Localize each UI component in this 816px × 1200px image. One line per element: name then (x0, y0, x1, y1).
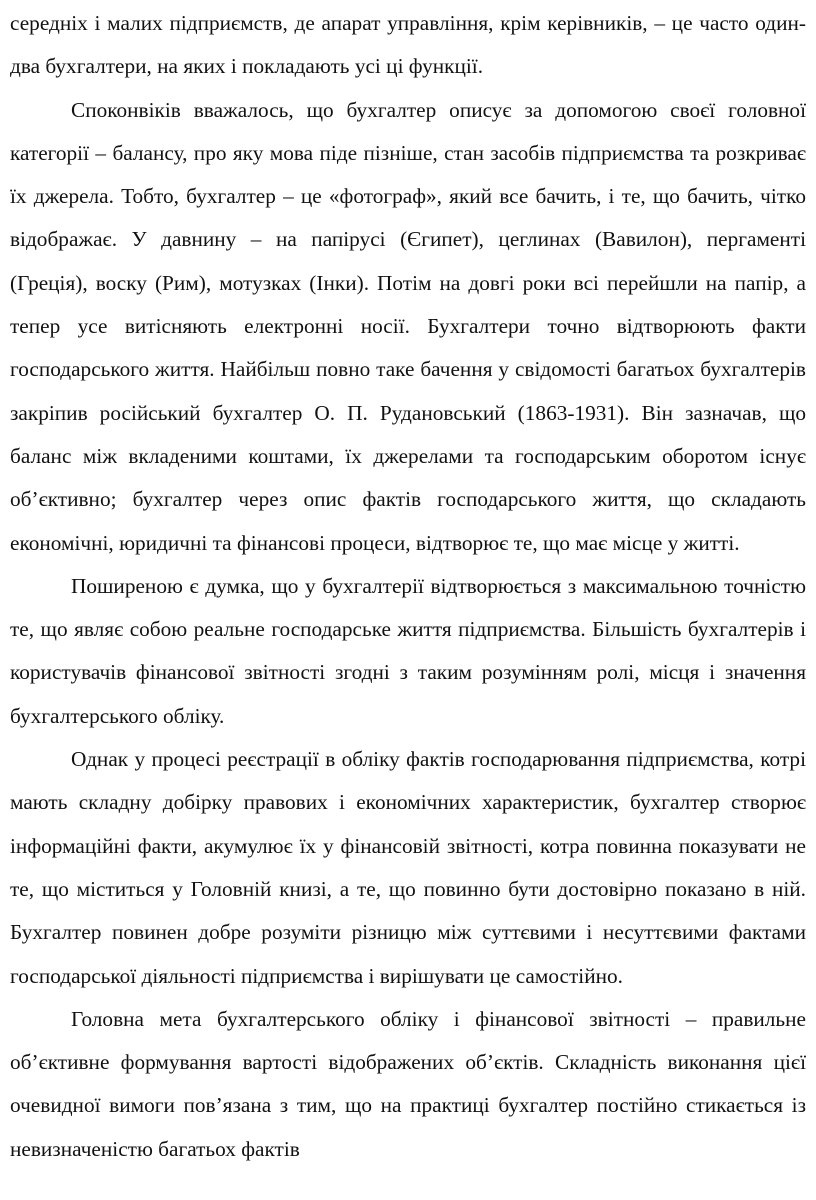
paragraph-common-opinion: Поширеною є думка, що у бухгалтерії відтворюється з максимальною точністю те, що являє собою реальне господарське життя підприємства. Більшість бухгалтерів і користувачів фінансової звітності згодні з таким розумінням ролі, місця і значення бухгалтерського обліку. (10, 573, 806, 728)
paragraph-registration-process: Однак у процесі реєстрації в обліку фактів господарювання підприємства, котрі мають складну добірку правових і економічних характеристик, бухгалтер створює інформаційні факти, акумулює їх у фінансовій звітності, котра повинна показувати не те, що міститься у Головній книзі, а те, що повинно бути достовірно показано в ній. Бухгалтер повинен добре розуміти різницю між суттєвими і несуттєвими фактами господарської діяльності підприємства і вирішувати це самостійно. (10, 747, 806, 988)
paragraph-continuation: середніх і малих підприємств, де апарат управління, крім керівників, – це часто один-два бухгалтери, на яких і покладають усі ці функції. (10, 11, 806, 79)
paragraph-main-goal: Головна мета бухгалтерського обліку і фінансової звітності – правильне об’єктивне формування вартості відображених об’єктів. Складність виконання цієї очевидної вимоги пов’язана з тим, що на практиці бухгалтер постійно стикається із невизначеністю багатьох фактів (10, 1006, 806, 1161)
paragraph-accountant-as-photographer: Споконвіків вважалось, що бухгалтер описує за допомогою своєї головної категорії – балансу, про яку мова піде пізніше, стан засобів підприємства та розкриває їх джерела. Тобто, бухгалтер – це «фотограф», який все бачить, і те, що бачить, чітко відображає. У давнину – на папірусі (Єгипет), цеглинах (Вавилон), пергаменті (Греція), воску (Рим), мотузках (Інки). Потім на довгі роки всі перейшли на папір, а тепер усе витісняють електронні носії. Бухгалтери точно відтворюють факти господарського життя. Найбільш повно таке бачення у свідомості багатьох бухгалтерів закріпив російський бухгалтер О. П. Рудановський (1863-1931). Він зазначав, що баланс між вкладеними коштами, їх джерелами та господарським оборотом існує об’єктивно; бухгалтер через опис фактів господарського життя, що складають економічні, юридичні та фінансові процеси, відтворює те, що має місце у житті. (10, 97, 806, 555)
